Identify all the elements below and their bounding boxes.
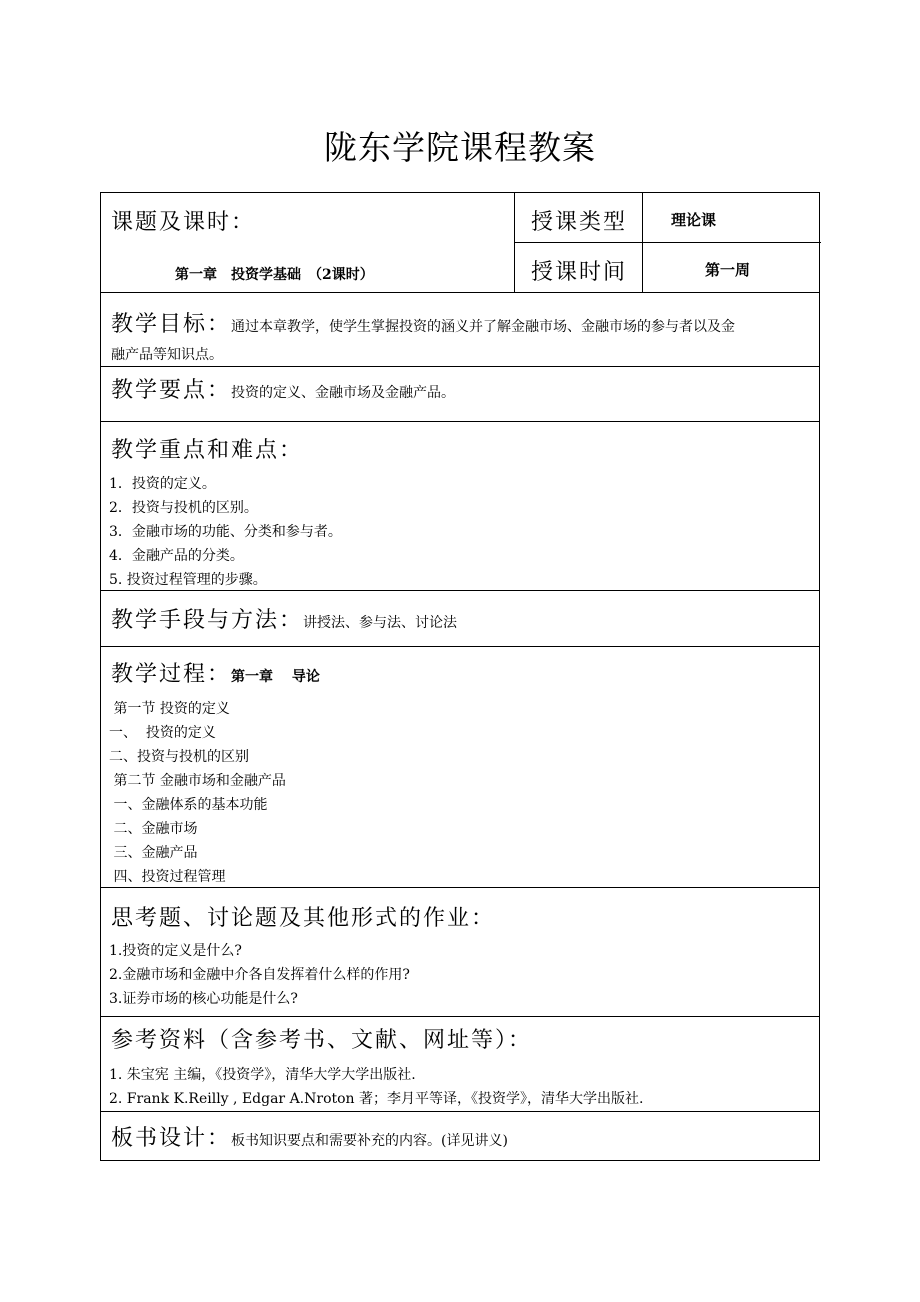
divider — [101, 421, 819, 422]
divider — [101, 887, 819, 888]
divider — [514, 193, 515, 293]
divider — [101, 292, 819, 293]
list-item: 一、金融体系的基本功能 — [109, 797, 268, 813]
objective-text-1: 通过本章教学，使学生掌握投资的涵义并了解金融市场、金融市场的参与者以及金 — [231, 319, 736, 335]
list-item: 1.投资的定义是什么? — [109, 943, 242, 959]
time-value: 第一周 — [705, 261, 751, 279]
page-title: 陇东学院课程教案 — [324, 128, 596, 167]
board-text: 板书知识要点和需要补充的内容。(详见讲义) — [231, 1133, 508, 1149]
key-points-row — [111, 373, 455, 404]
list-item: 2.金融市场和金融中介各自发挥着什么样的作用? — [109, 967, 410, 983]
process-label: 教学过程： — [111, 662, 232, 687]
objective-text-2: 融产品等知识点。 — [111, 347, 223, 363]
list-item: 3.证券市场的核心功能是什么? — [109, 991, 298, 1007]
difficulties-label: 教学重点和难点： — [111, 438, 304, 463]
references-label: 参考资料（含参考书、文献、网址等）： — [111, 1028, 533, 1053]
lesson-plan-table — [100, 192, 820, 1161]
topic-value: 第一章 投资学基础 （2课时） — [175, 267, 374, 283]
list-item: 第二节 金融市场和金融产品 — [109, 773, 286, 789]
board-label: 板书设计： — [111, 1126, 232, 1151]
divider — [101, 366, 819, 367]
divider — [101, 590, 819, 591]
divider — [101, 646, 819, 647]
divider — [642, 193, 643, 293]
topic-label: 课题及课时： — [111, 210, 256, 235]
type-label: 授课类型 — [531, 210, 628, 235]
list-item: 5. 投资过程管理的步骤。 — [109, 572, 267, 588]
divider — [101, 1111, 819, 1112]
objective-label: 教学目标： — [111, 312, 232, 337]
methods-label: 教学手段与方法： — [111, 608, 304, 633]
time-label: 授课时间 — [531, 260, 628, 285]
list-item: 二、投资与投机的区别 — [109, 749, 249, 765]
list-item: 2. Frank K.Reilly , Edgar A.Nroton 著；李月平等译，《投资学》，清华大学出版社. — [109, 1091, 644, 1107]
list-item: 第一节 投资的定义 — [109, 701, 230, 717]
list-item: 四、投资过程管理 — [109, 869, 226, 885]
list-item: 二、金融市场 — [109, 821, 198, 837]
list-item: 三、金融产品 — [109, 845, 198, 861]
divider — [101, 1016, 819, 1017]
list-item: 4．金融产品的分类。 — [109, 548, 244, 564]
key-points-text: 投资的定义、金融市场及金融产品。 — [231, 385, 456, 401]
methods-row — [111, 603, 457, 634]
list-item: 3．金融市场的功能、分类和参与者。 — [109, 524, 342, 540]
list-item: 2．投资与投机的区别。 — [109, 500, 258, 516]
objective-row — [111, 307, 735, 338]
divider — [514, 242, 821, 243]
board-row — [111, 1121, 508, 1152]
type-value: 理论课 — [671, 211, 717, 229]
list-item: 1. 朱宝宪 主编，《投资学》，清华大学大学出版社. — [109, 1067, 416, 1083]
list-item: 一、 投资的定义 — [109, 725, 216, 741]
homework-label: 思考题、讨论题及其他形式的作业： — [111, 906, 496, 931]
list-item: 1．投资的定义。 — [109, 476, 216, 492]
process-chapter: 第一章 导论 — [231, 669, 320, 685]
methods-text: 讲授法、参与法、讨论法 — [303, 615, 458, 631]
key-points-label: 教学要点： — [111, 378, 232, 403]
process-row — [111, 657, 320, 688]
